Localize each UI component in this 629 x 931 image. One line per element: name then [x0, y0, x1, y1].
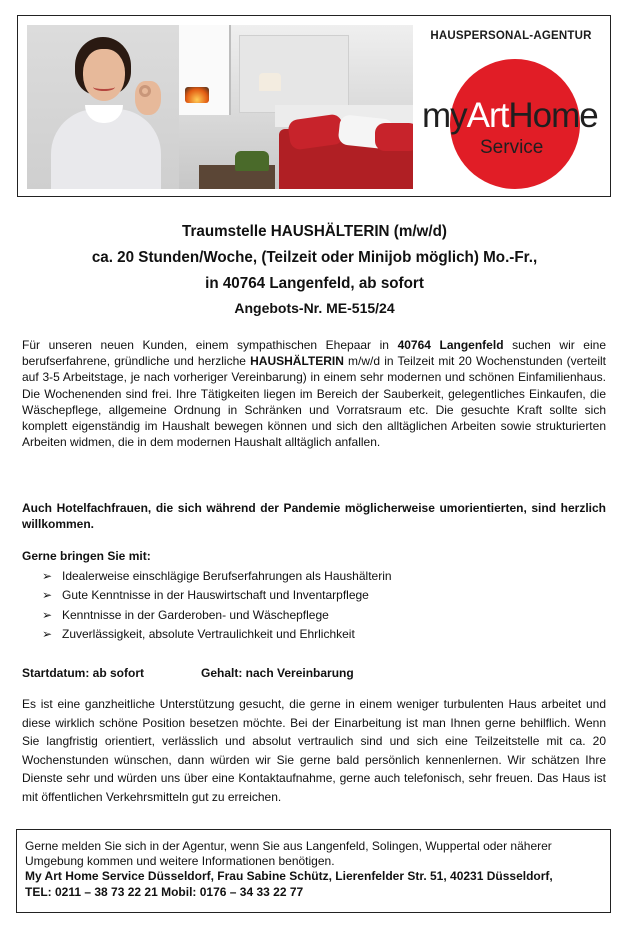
job-title: Traumstelle HAUSHÄLTERIN (m/w/d) — [182, 223, 447, 240]
salary: Gehalt: nach Vereinbarung — [201, 666, 354, 680]
job-hours: ca. 20 Stunden/Woche, (Teilzeit oder Minijob möglich) Mo.-Fr., — [91, 249, 538, 266]
list-item: ➢ Idealerweise einschlägige Berufserfahrungen als Haushälterin — [42, 567, 392, 586]
company-logo — [422, 96, 618, 136]
job-location: in 40764 Langenfeld, ab sofort — [205, 275, 424, 292]
offer-number: Angebots-Nr. ME-515/24 — [234, 300, 395, 316]
hotel-note: Auch Hotelfachfrauen, die sich während der Pandemie möglicherweise umorientierten, sind herzlich willkommen. — [22, 501, 606, 532]
logo-my: my — [422, 96, 467, 135]
housekeeper-photo — [27, 25, 179, 189]
agency-label: HAUSPERSONAL-AGENTUR — [430, 30, 592, 42]
arrow-bullet-icon: ➢ — [42, 626, 53, 641]
logo-service: Service — [480, 137, 544, 158]
contact-address: My Art Home Service Düsseldorf, Frau Sabine Schütz, Lierenfelder Str. 51, 40231 Düsseldorf, — [25, 869, 553, 884]
list-item: ➢ Gute Kenntnisse in der Hauswirtschaft und Inventarpflege — [42, 586, 392, 605]
intro-position: HAUSHÄLTERIN — [250, 354, 344, 369]
requirements-heading: Gerne bringen Sie mit: — [22, 549, 151, 563]
arrow-bullet-icon: ➢ — [42, 607, 53, 622]
contact-box — [16, 829, 611, 913]
list-item: ➢ Kenntnisse in der Garderoben- und Wäschepflege — [42, 606, 392, 625]
arrow-bullet-icon: ➢ — [42, 588, 53, 603]
logo-home: Home — [508, 96, 598, 135]
requirements-list — [42, 567, 392, 644]
banner-photo — [27, 25, 413, 189]
logo-art: Art — [466, 96, 509, 135]
list-item: ➢ Zuverlässigkeit, absolute Vertraulichkeit und Ehrlichkeit — [42, 625, 392, 644]
arrow-bullet-icon: ➢ — [42, 569, 53, 583]
intro-location: 40764 Langenfeld — [397, 338, 504, 352]
header-banner — [17, 15, 611, 197]
contact-phones: TEL: 0211 – 38 73 22 21 Mobil: 0176 – 34 33 22 77 — [25, 884, 304, 899]
start-date: Startdatum: ab sofort — [22, 666, 145, 680]
description-paragraph: Es ist eine ganzheitliche Unterstützung gesucht, die gerne in einem weniger turbulenten Haus arbeitet und diese wirklich schöne Position besetzen möchte. Bei der Einarbeitung ist man Ihnen gerne behilflich. Wenn Sie langfristig orientiert, verlässlich und absolut vertraulich sind und sich eine Teilzeitstelle mit ca. 20 Wochenstunden wünschen, dann würden wir Sie gerne bald persönlich kennenlernen. Wir schätzen Ihre Dienste sehr und würden uns über eine Kontaktaufnahme, gerne auch telefonisch, sehr freuen. Das Haus ist mit öffentlichen Verkehrsmitteln gut zu erreichen. — [22, 697, 606, 804]
bedroom-photo — [179, 25, 413, 189]
contact-text: Gerne melden Sie sich in der Agentur, wenn Sie aus Langenfeld, Solingen, Wuppertal oder näherer Umgebung kommen und weitere Informationen benötigen. — [25, 839, 552, 869]
intro-paragraph: Für unseren neuen Kunden, einem sympathischen Ehepaar in 40764 Langenfeld suchen wir eine berufserfahrene, gründliche und herzliche HAUSHÄLTERIN m/w/d in Teilzeit mit 20 Wochenstunden (verteilt auf 3-5 Arbeitstage, je nach vorheriger Vereinbarung) in einem sehr modernen und schönen Einfamilienhaus. Die Wochenenden sind frei. Ihre Tätigkeiten liegen im Bereich der Sauberkeit, gelegentliches Einkaufen, die Wäschepflege, allgemeine Ordnung in Schränken und Vorratsraum etc. Die gesuchte Kraft sollte sich komplett eigenständig im Haushalt bewegen können und sich den alltäglichen Arbeiten sowie strukturierten Arbeiten widmen, die in dem modernen Haushalt alltäglich anfallen. — [22, 338, 606, 450]
